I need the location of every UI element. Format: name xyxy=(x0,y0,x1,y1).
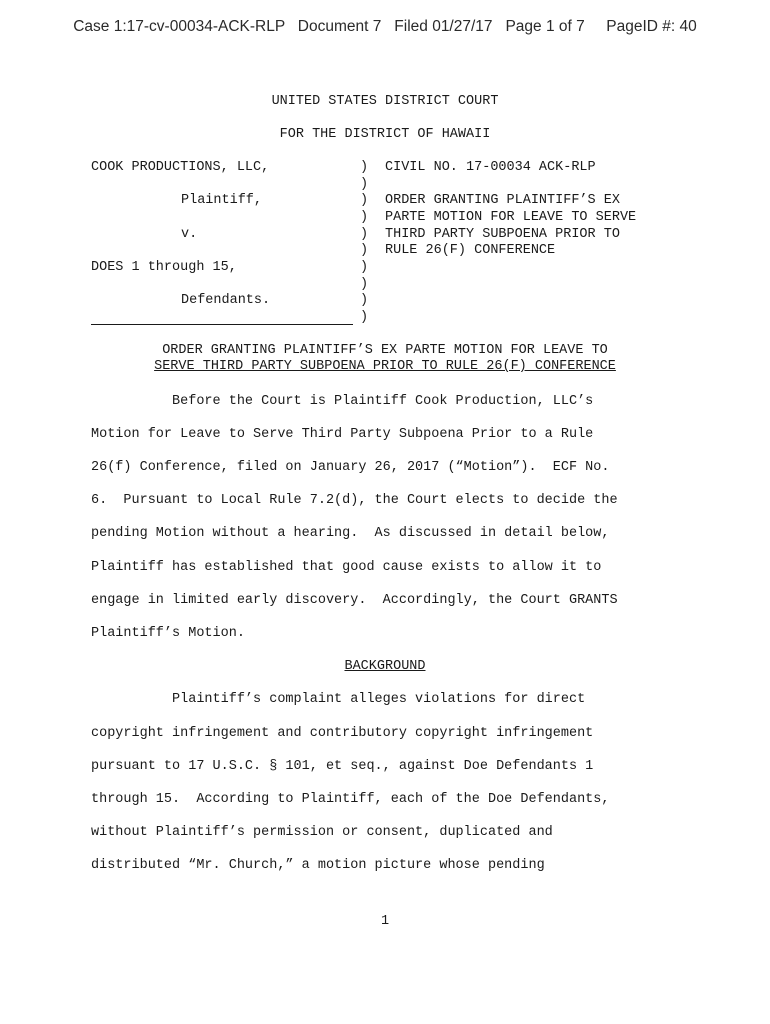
caption-order-title-line: PARTE MOTION FOR LEAVE TO SERVE xyxy=(385,210,637,225)
paragraph-line: pending Motion without a hearing. As discussed in detail below, xyxy=(91,526,610,541)
paragraph-line: Plaintiff has established that good cause exists to allow it to xyxy=(91,560,602,575)
paragraph-line: distributed “Mr. Church,” a motion picture whose pending xyxy=(91,858,545,873)
paragraph-line: copyright infringement and contributory copyright infringement xyxy=(91,726,594,741)
caption-paren: ) xyxy=(360,227,369,242)
plaintiff-role: Plaintiff, xyxy=(181,193,263,208)
caption-paren: ) xyxy=(360,193,369,208)
court-district: FOR THE DISTRICT OF HAWAII xyxy=(279,127,491,142)
order-title-line-2-text: SERVE THIRD PARTY SUBPOENA PRIOR TO RULE 26(F) CONFERENCE xyxy=(154,359,616,374)
paragraph-line: Plaintiff’s Motion. xyxy=(91,626,245,641)
caption-paren: ) xyxy=(360,177,369,192)
defendant-name: DOES 1 through 15, xyxy=(91,260,237,275)
caption-paren: ) xyxy=(360,293,369,308)
caption-paren: ) xyxy=(360,243,369,258)
order-title-line-1: ORDER GRANTING PLAINTIFF’S EX PARTE MOTION FOR LEAVE TO xyxy=(162,343,608,358)
background-heading-text: BACKGROUND xyxy=(344,659,426,674)
page-number: 1 xyxy=(380,914,390,929)
paragraph-line: 6. Pursuant to Local Rule 7.2(d), the Court elects to decide the xyxy=(91,493,618,508)
paragraph-line: pursuant to 17 U.S.C. § 101, et seq., against Doe Defendants 1 xyxy=(91,759,594,774)
paragraph-line: Motion for Leave to Serve Third Party Subpoena Prior to a Rule xyxy=(91,427,594,442)
caption-rule xyxy=(91,324,353,325)
case-number: CIVIL NO. 17-00034 ACK-RLP xyxy=(385,160,596,175)
caption-paren: ) xyxy=(360,210,369,225)
caption-order-title-line: ORDER GRANTING PLAINTIFF’S EX xyxy=(385,193,620,208)
background-heading xyxy=(0,659,770,675)
paragraph-line: 26(f) Conference, filed on January 26, 2017 (“Motion”). ECF No. xyxy=(91,460,610,475)
filing-header-stamp: Case 1:17-cv-00034-ACK-RLP Document 7 Filed 01/27/17 Page 1 of 7 PageID #: 40 xyxy=(73,18,697,35)
order-title-line-2 xyxy=(0,359,770,375)
paragraph-line: Plaintiff’s complaint alleges violations for direct xyxy=(91,692,586,707)
paragraph-line: without Plaintiff’s permission or consent, duplicated and xyxy=(91,825,553,840)
paragraph-line: engage in limited early discovery. Accordingly, the Court GRANTS xyxy=(91,593,618,608)
defendant-role: Defendants. xyxy=(181,293,271,308)
plaintiff-name: COOK PRODUCTIONS, LLC, xyxy=(91,160,270,175)
versus: v. xyxy=(181,227,198,242)
paragraph-line: through 15. According to Plaintiff, each of the Doe Defendants, xyxy=(91,792,610,807)
paragraph-line: Before the Court is Plaintiff Cook Production, LLC’s xyxy=(91,394,594,409)
caption-order-title-line: RULE 26(F) CONFERENCE xyxy=(385,243,556,258)
caption-paren: ) xyxy=(360,310,369,325)
caption-paren: ) xyxy=(360,260,369,275)
caption-paren: ) xyxy=(360,277,369,292)
caption-order-title-line: THIRD PARTY SUBPOENA PRIOR TO xyxy=(385,227,620,242)
caption-paren: ) xyxy=(360,160,369,175)
court-name: UNITED STATES DISTRICT COURT xyxy=(271,94,499,109)
